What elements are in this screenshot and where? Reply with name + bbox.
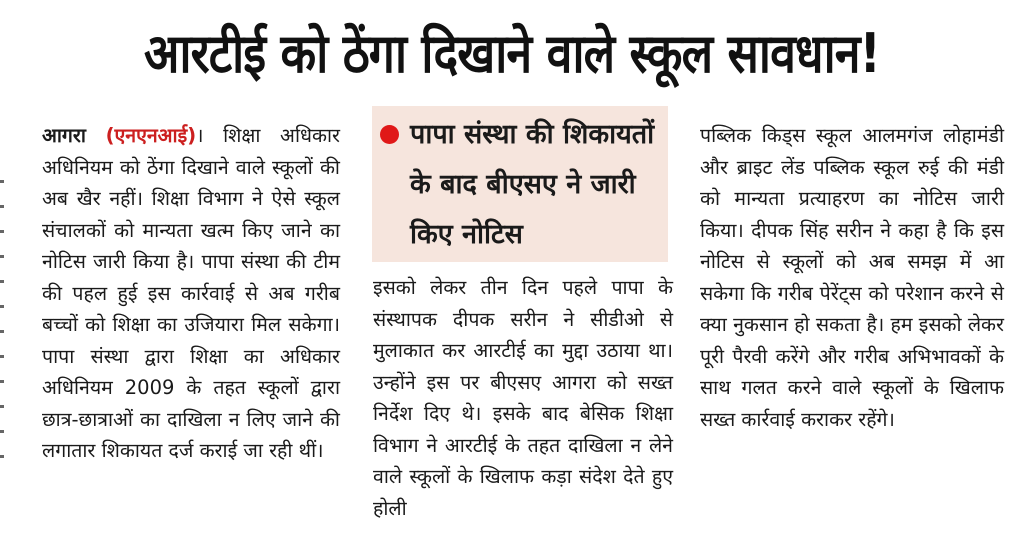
dateline-agency: (एनएनआई) — [105, 124, 197, 147]
highlight-subheading: पापा संस्था की शिकायतों के बाद बीएसए ने जारी किए नोटिस — [410, 119, 655, 250]
column-3-text: पब्लिक किड्स स्कूल आलमगंज लोहामंडी और ब्राइट लेंड पब्लिक स्कूल रुई की मंडी को मान्यता प्रत्याहरण का नोटिस जारी किया। दीपक सिंह सरीन ने कहा है कि इस नोटिस से स्कूलों को अब समझ में आ सकेगा कि गरीब पेरेंट्स को परेशान करने से क्या नुकसान हो सकता है। हम इसको लेकर पूरी पैरवी करेंगे और गरीब अभिभावकों के साथ गलत करने वाले स्कूलों के खिलाफ सख्त कार्रवाई कराकर रहेंगे। — [700, 124, 1004, 431]
highlight-box — [372, 106, 668, 262]
adjacent-column-edge — [0, 180, 6, 490]
headline: आरटीई को ठेंगा दिखाने वाले स्कूल सावधान! — [143, 22, 880, 85]
article-column-1 — [42, 120, 340, 467]
article-column-3 — [700, 120, 1004, 435]
dateline-city: आगरा — [42, 124, 86, 147]
column-1-text: । शिक्षा अधिकार अधिनियम को ठेंगा दिखाने वाले स्कूलों की अब खैर नहीं। शिक्षा विभाग ने ऐसे स्कूल संचालकों को मान्यता खत्म किए जाने का नोटिस जारी किया है। पापा संस्था की टीम की पहल हुई इस कार्रवाई से अब गरीब बच्चों को शिक्षा का उजियारा मिल सकेगा। पापा संस्था द्वारा शिक्षा का अधिकार अधिनियम 2009 के तहत स्कूलों द्वारा छात्र-छात्राओं का दाखिला न लिए जाने की लगातार शिकायत दर्ज कराई जा रही थीं। — [42, 124, 341, 462]
article-column-2 — [373, 272, 673, 524]
column-2-text: इसको लेकर तीन दिन पहले पापा के संस्थापक दीपक सरीन ने सीडीओ से मुलाकात कर आरटीई का मुद्दा उठाया था। उन्होंने इस पर बीएसए आगरा को सख्त निर्देश दिए थे। इसके बाद बेसिक शिक्षा विभाग ने आरटीई के तहत दाखिला न लेने वाले स्कूलों के खिलाफ कड़ा संदेश देते हुए होली — [373, 276, 673, 520]
red-bullet-icon — [380, 125, 399, 144]
